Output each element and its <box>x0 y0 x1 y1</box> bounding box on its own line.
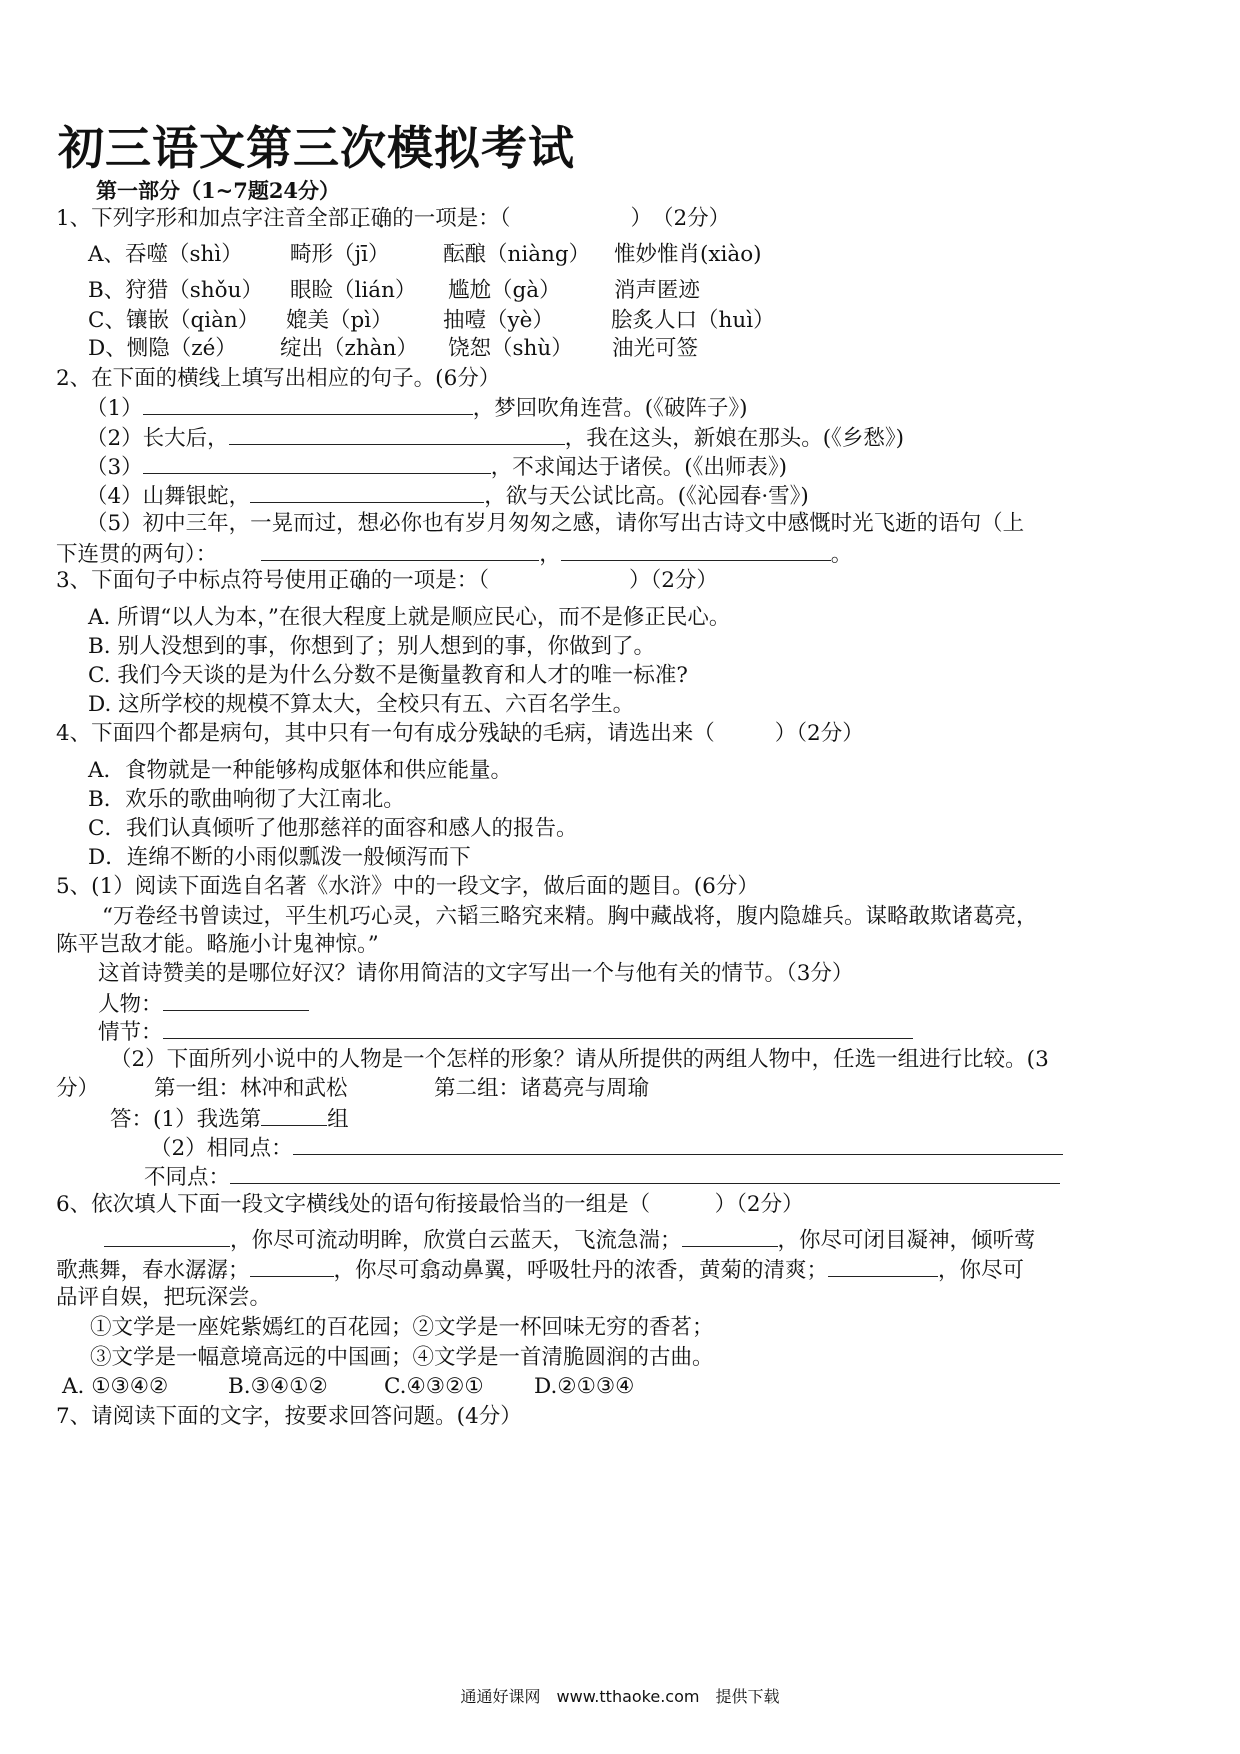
q2-line-4: （4）山舞银蛇， ，欲与天公试比高。(《沁园春·雪》) <box>86 480 809 512</box>
q5-poem-line-1: “万卷经书曾读过，平生机巧心灵，六韬三略究来精。胸中藏战将，腹内隐雄兵。谋略敢欺诸葛亮， <box>102 904 1038 929</box>
q3-emphasis <box>328 568 371 593</box>
q6-choice-d: D.②①③④ <box>534 1374 635 1399</box>
q1-option-a-2: 畸形（jī） <box>290 242 390 267</box>
q1-option-a-1: A、吞噬（shì） <box>88 242 243 267</box>
q6-passage-line-3: 品评自娱，把玩深尝。 <box>56 1285 272 1310</box>
emphasis-char: 残 <box>478 721 500 746</box>
q5-plot-row: 情节： <box>98 1016 913 1048</box>
q4-option-b: B．欢乐的歌曲响彻了大江南北。 <box>88 787 405 812</box>
q6-choice-b: B.③④①② <box>228 1374 328 1399</box>
emphasis-char: 分 <box>456 721 479 746</box>
q5-group-1: 第一组：林冲和武松 <box>154 1076 348 1101</box>
q1-stem: 1、下列字形和加点字注音全部正确的一项是：（ ） （2分） <box>56 206 731 231</box>
q5-stem: 5、(1）阅读下面选自名著《水浒》中的一段文字，做后面的题目。(6分） <box>56 874 759 899</box>
q1-option-c-1: C、镶嵌（qiàn） <box>88 308 260 333</box>
q1-option-c-2: 媲美（pì） <box>286 308 393 333</box>
q2-blank-4[interactable] <box>250 480 484 503</box>
q1-option-b-4: 消声匿迹 <box>614 278 701 303</box>
q1-option-a-3: 酝酿（niàng） <box>443 242 591 267</box>
q6-blank-3[interactable] <box>250 1254 334 1277</box>
emphasis-char: 正 <box>327 568 350 593</box>
q5-plot-blank[interactable] <box>163 1016 913 1039</box>
q3-option-b: B. 别人没想到的事，你想到了；别人想到的事，你做到了。 <box>88 634 655 659</box>
q2-blank-6[interactable] <box>561 538 831 561</box>
q7-stem: 7、请阅读下面的文字，按要求回答问题。(4分） <box>56 1404 522 1429</box>
q6-passage-line-1: ，你尽可流动明眸，欣赏白云蓝天，飞流急湍； ，你尽可闭目凝神，倾听莺 <box>104 1224 1036 1256</box>
q4-option-d: D．连绵不断的小雨似瓢泼一般倾泻而下 <box>88 845 471 870</box>
q4-emphasis <box>435 721 521 746</box>
emphasis-char: 缺 <box>499 721 522 746</box>
q5-group-blank[interactable] <box>261 1103 327 1126</box>
q2-blank-5[interactable] <box>261 538 539 561</box>
q2-blank-3[interactable] <box>143 451 491 474</box>
q5-person-row: 人物： <box>98 988 309 1020</box>
q5-question: 这首诗赞美的是哪位好汉？请你用简洁的文字写出一个与他有关的情节。（3分） <box>98 961 854 986</box>
emphasis-char: 确 <box>370 206 393 231</box>
q1-option-b-3: 尴尬（gà） <box>448 278 561 303</box>
q6-stem: 6、依次填人下面一段文字横线处的语句衔接最恰当的一组是（ ）（2分） <box>56 1192 804 1217</box>
q5-similarity-row: （2）相同点： <box>150 1132 1063 1164</box>
q2-line-2: （2）长大后， ，我在这头，新娘在那头。(《乡愁》) <box>86 422 904 454</box>
page-footer: 通通好课网 www.tthaoke.com 提供下载 <box>460 1687 780 1706</box>
q2-line-1: （1） ，梦回吹角连营。(《破阵子》) <box>86 392 747 424</box>
q2-blank-2[interactable] <box>229 422 565 445</box>
q5-similarity-blank[interactable] <box>293 1132 1063 1155</box>
q3-option-c: C. 我们今天谈的是为什么分数不是衡量教育和人才的唯一标准? <box>88 663 688 688</box>
q2-line-6: 下连贯的两句）： ， 。 <box>56 538 852 570</box>
q2-stem: 2、在下面的横线上填写出相应的句子。(6分） <box>56 366 501 391</box>
emphasis-char: 成 <box>435 721 457 746</box>
q1-option-b-2: 眼睑（lián） <box>290 278 417 303</box>
q5-difference-blank[interactable] <box>230 1161 1060 1184</box>
q5-difference-row: 不同点： <box>144 1161 1060 1193</box>
q3-option-a: A. 所谓“以人为本，”在很大程度上就是顺应民心，而不是修正民心。 <box>88 605 731 630</box>
part-heading: 第一部分（1~7题24分） <box>96 178 341 203</box>
q6-choice-c: C.④③②① <box>384 1374 484 1399</box>
exam-title: 初三语文第三次模拟考试 <box>58 121 575 175</box>
q5-poem-line-2: 陈平岂敌才能。略施小计鬼神惊。” <box>56 932 379 957</box>
q4-stem: 4、下面四个都是病句，其中只有一句有成分残缺的毛病，请选出来（ ）（2分） <box>56 721 864 746</box>
q6-sentences-2: ③文学是一幅意境高远的中国画；④文学是一首清脆圆润的古曲。 <box>90 1345 714 1370</box>
q3-stem: 3、下面句子中标点符号使用正确的一项是：（ ）（2分） <box>56 568 718 593</box>
q6-blank-2[interactable] <box>682 1224 778 1247</box>
q2-line-5: （5）初中三年，一晃而过，想必你也有岁月匆匆之感，请你写出古诗文中感慨时光飞逝的语句（上 <box>86 511 1025 536</box>
q6-sentences-1: ①文学是一座姹紫嫣红的百花园；②文学是一杯回味无穷的香茗； <box>90 1315 714 1340</box>
q1-option-c-4: 脍炙人口（huì） <box>611 308 775 333</box>
emphasis-char: 正 <box>349 206 371 231</box>
q6-choice-a: A. ①③④② <box>62 1374 169 1399</box>
q5-part-2: （2）下面所列小说中的人物是一个怎样的形象？请从所提供的两组人物中，任选一组进行比较。(3 <box>110 1047 1049 1072</box>
q1-option-d-2: 绽出（zhàn） <box>280 336 418 361</box>
q6-blank-1[interactable] <box>104 1224 230 1247</box>
q5-answer-choice: 答：(1）我选第 组 <box>110 1103 349 1135</box>
q1-option-d-1: D、恻隐（zé） <box>88 336 237 361</box>
q1-emphasis <box>349 206 392 231</box>
q1-option-b-1: B、狩猎（shǒu） <box>88 278 263 303</box>
q5-group-2: 第二组：诸葛亮与周瑜 <box>434 1076 650 1101</box>
q1-option-c-3: 抽噎（yè） <box>443 308 554 333</box>
q4-option-a: A．食物就是一种能够构成躯体和供应能量。 <box>88 758 513 783</box>
q5-part-2-cont: 分） <box>56 1076 100 1101</box>
q6-passage-line-2: 歌燕舞，春水潺潺； ，你尽可翕动鼻翼，呼吸牡丹的浓香，黄菊的清爽； ，你尽可 <box>56 1254 1024 1286</box>
q4-option-c: C．我们认真倾听了他那慈祥的面容和感人的报告。 <box>88 816 578 841</box>
q1-option-d-3: 饶恕（shù） <box>448 336 573 361</box>
q2-line-3: （3） ，不求闻达于诸侯。(《出师表》) <box>86 451 787 483</box>
q1-option-a-4: 惟妙惟肖(xiào) <box>614 242 762 267</box>
q1-option-d-4: 油光可签 <box>612 336 699 361</box>
q3-option-d: D. 这所学校的规模不算太大，全校只有五、六百名学生。 <box>88 692 635 717</box>
q6-blank-4[interactable] <box>828 1254 938 1277</box>
q5-person-blank[interactable] <box>163 988 309 1011</box>
q2-blank-1[interactable] <box>143 392 473 415</box>
emphasis-char: 确 <box>349 568 371 593</box>
